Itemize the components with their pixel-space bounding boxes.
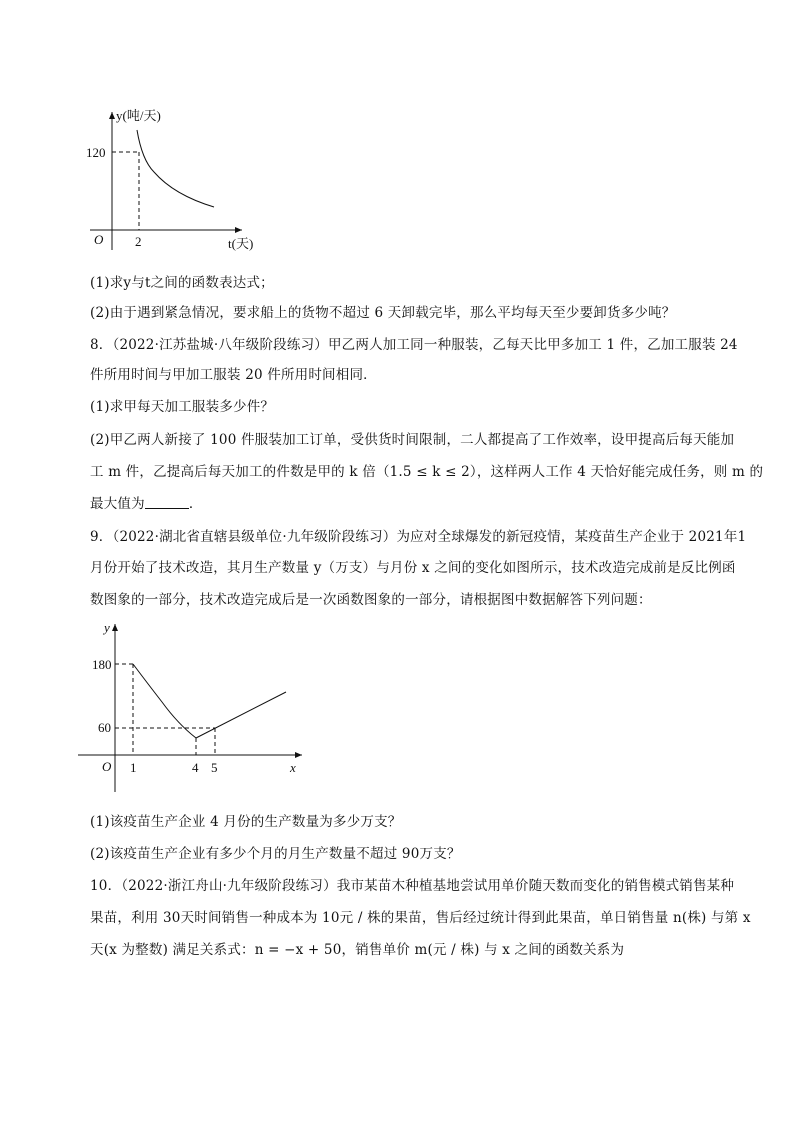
graph-2-y-tick-60: 60 xyxy=(98,720,111,735)
graph-1-curve xyxy=(137,130,214,207)
q9-stem-line2: 月份开始了技术改造，其月生产数量 y（万支）与月份 x 之间的变化如图所示，技术改造完成前是反比例函 xyxy=(90,560,736,576)
graph-1-x-tick: 2 xyxy=(135,234,142,249)
graph-2-inverse-curve xyxy=(133,664,196,738)
graph-1-x-label: t(天) xyxy=(228,236,254,251)
q9-part2: (2)该疫苗生产企业有多少个月的月生产数量不超过 90万支？ xyxy=(90,846,461,862)
q8-part2-line1: (2)甲乙两人新接了 100 件服装加工订单，受供货时间限制，二人都提高了工作效率，设甲提高后每天能加 xyxy=(90,432,735,448)
q8-part2-line3 xyxy=(90,494,730,514)
graph-2-piecewise-function xyxy=(70,614,310,799)
graph-2-x-tick-4: 4 xyxy=(192,760,199,775)
q7-part2: (2)由于遇到紧急情况，要求船上的货物不超过 6 天卸载完毕，那么平均每天至少要卸货多少吨？ xyxy=(90,305,676,321)
q8-stem-line1: 8．（2022·江苏盐城·八年级阶段练习）甲乙两人加工同一种服装，乙每天比甲多加工 1 件，乙加工服装 24 xyxy=(90,337,738,353)
graph-2-origin: O xyxy=(102,759,112,774)
graph-1-origin: O xyxy=(94,232,104,247)
q7-part1: (1)求y与t之间的函数表达式； xyxy=(90,275,274,291)
answer-blank xyxy=(145,495,189,509)
q10-stem-line3: 天(x 为整数) 满足关系式：n = −x + 50，销售单价 m(元 / 株) 与 x 之间的函数关系为 xyxy=(90,942,625,958)
period: ． xyxy=(188,496,203,512)
q10-stem-line1: 10．（2022·浙江舟山·九年级阶段练习）我市某苗木种植基地尝试用单价随天数而变化的销售模式销售某种 xyxy=(90,878,735,894)
graph-2-x-tick-1: 1 xyxy=(130,760,137,775)
q8-part2-line2: 工 m 件，乙提高后每天加工的件数是甲的 k 倍（1.5 ≤ k ≤ 2），这样两人工作 4 天恰好能完成任务，则 m 的 xyxy=(90,464,764,480)
q9-stem-line3: 数图象的一部分，技术改造完成后是一次函数图象的一部分，请根据图中数据解答下列问题： xyxy=(90,592,652,608)
q8-stem-line2: 件所用时间与甲加工服装 20 件所用时间相同． xyxy=(90,367,377,383)
graph-2-x-tick-5: 5 xyxy=(211,760,218,775)
graph-1-y-tick: 120 xyxy=(86,145,106,160)
q8-part2-line3-text: 最大值为 xyxy=(90,496,145,512)
graph-2-y-tick-180: 180 xyxy=(92,657,112,672)
graph-2-x-label: x xyxy=(290,760,296,775)
graph-1-inverse-function xyxy=(82,100,272,260)
q9-part1: (1)该疫苗生产企业 4 月份的生产数量为多少万支？ xyxy=(90,814,402,830)
q9-stem-line1: 9．（2022·湖北省直辖县级单位·九年级阶段练习）为应对全球爆发的新冠疫情，某疫苗生产企业于 2021年1 xyxy=(90,529,747,545)
graph-1-y-label: y(吨/天) xyxy=(116,108,161,123)
graph-2-y-label: y xyxy=(104,620,110,635)
graph-2-linear-segment xyxy=(196,692,286,738)
q8-part1: (1)求甲每天加工服装多少件？ xyxy=(90,399,275,415)
q10-stem-line2: 果苗，利用 30天时间销售一种成本为 10元 / 株的果苗，售后经过统计得到此果苗，单日销售量 n(株) 与第 x xyxy=(90,910,751,926)
